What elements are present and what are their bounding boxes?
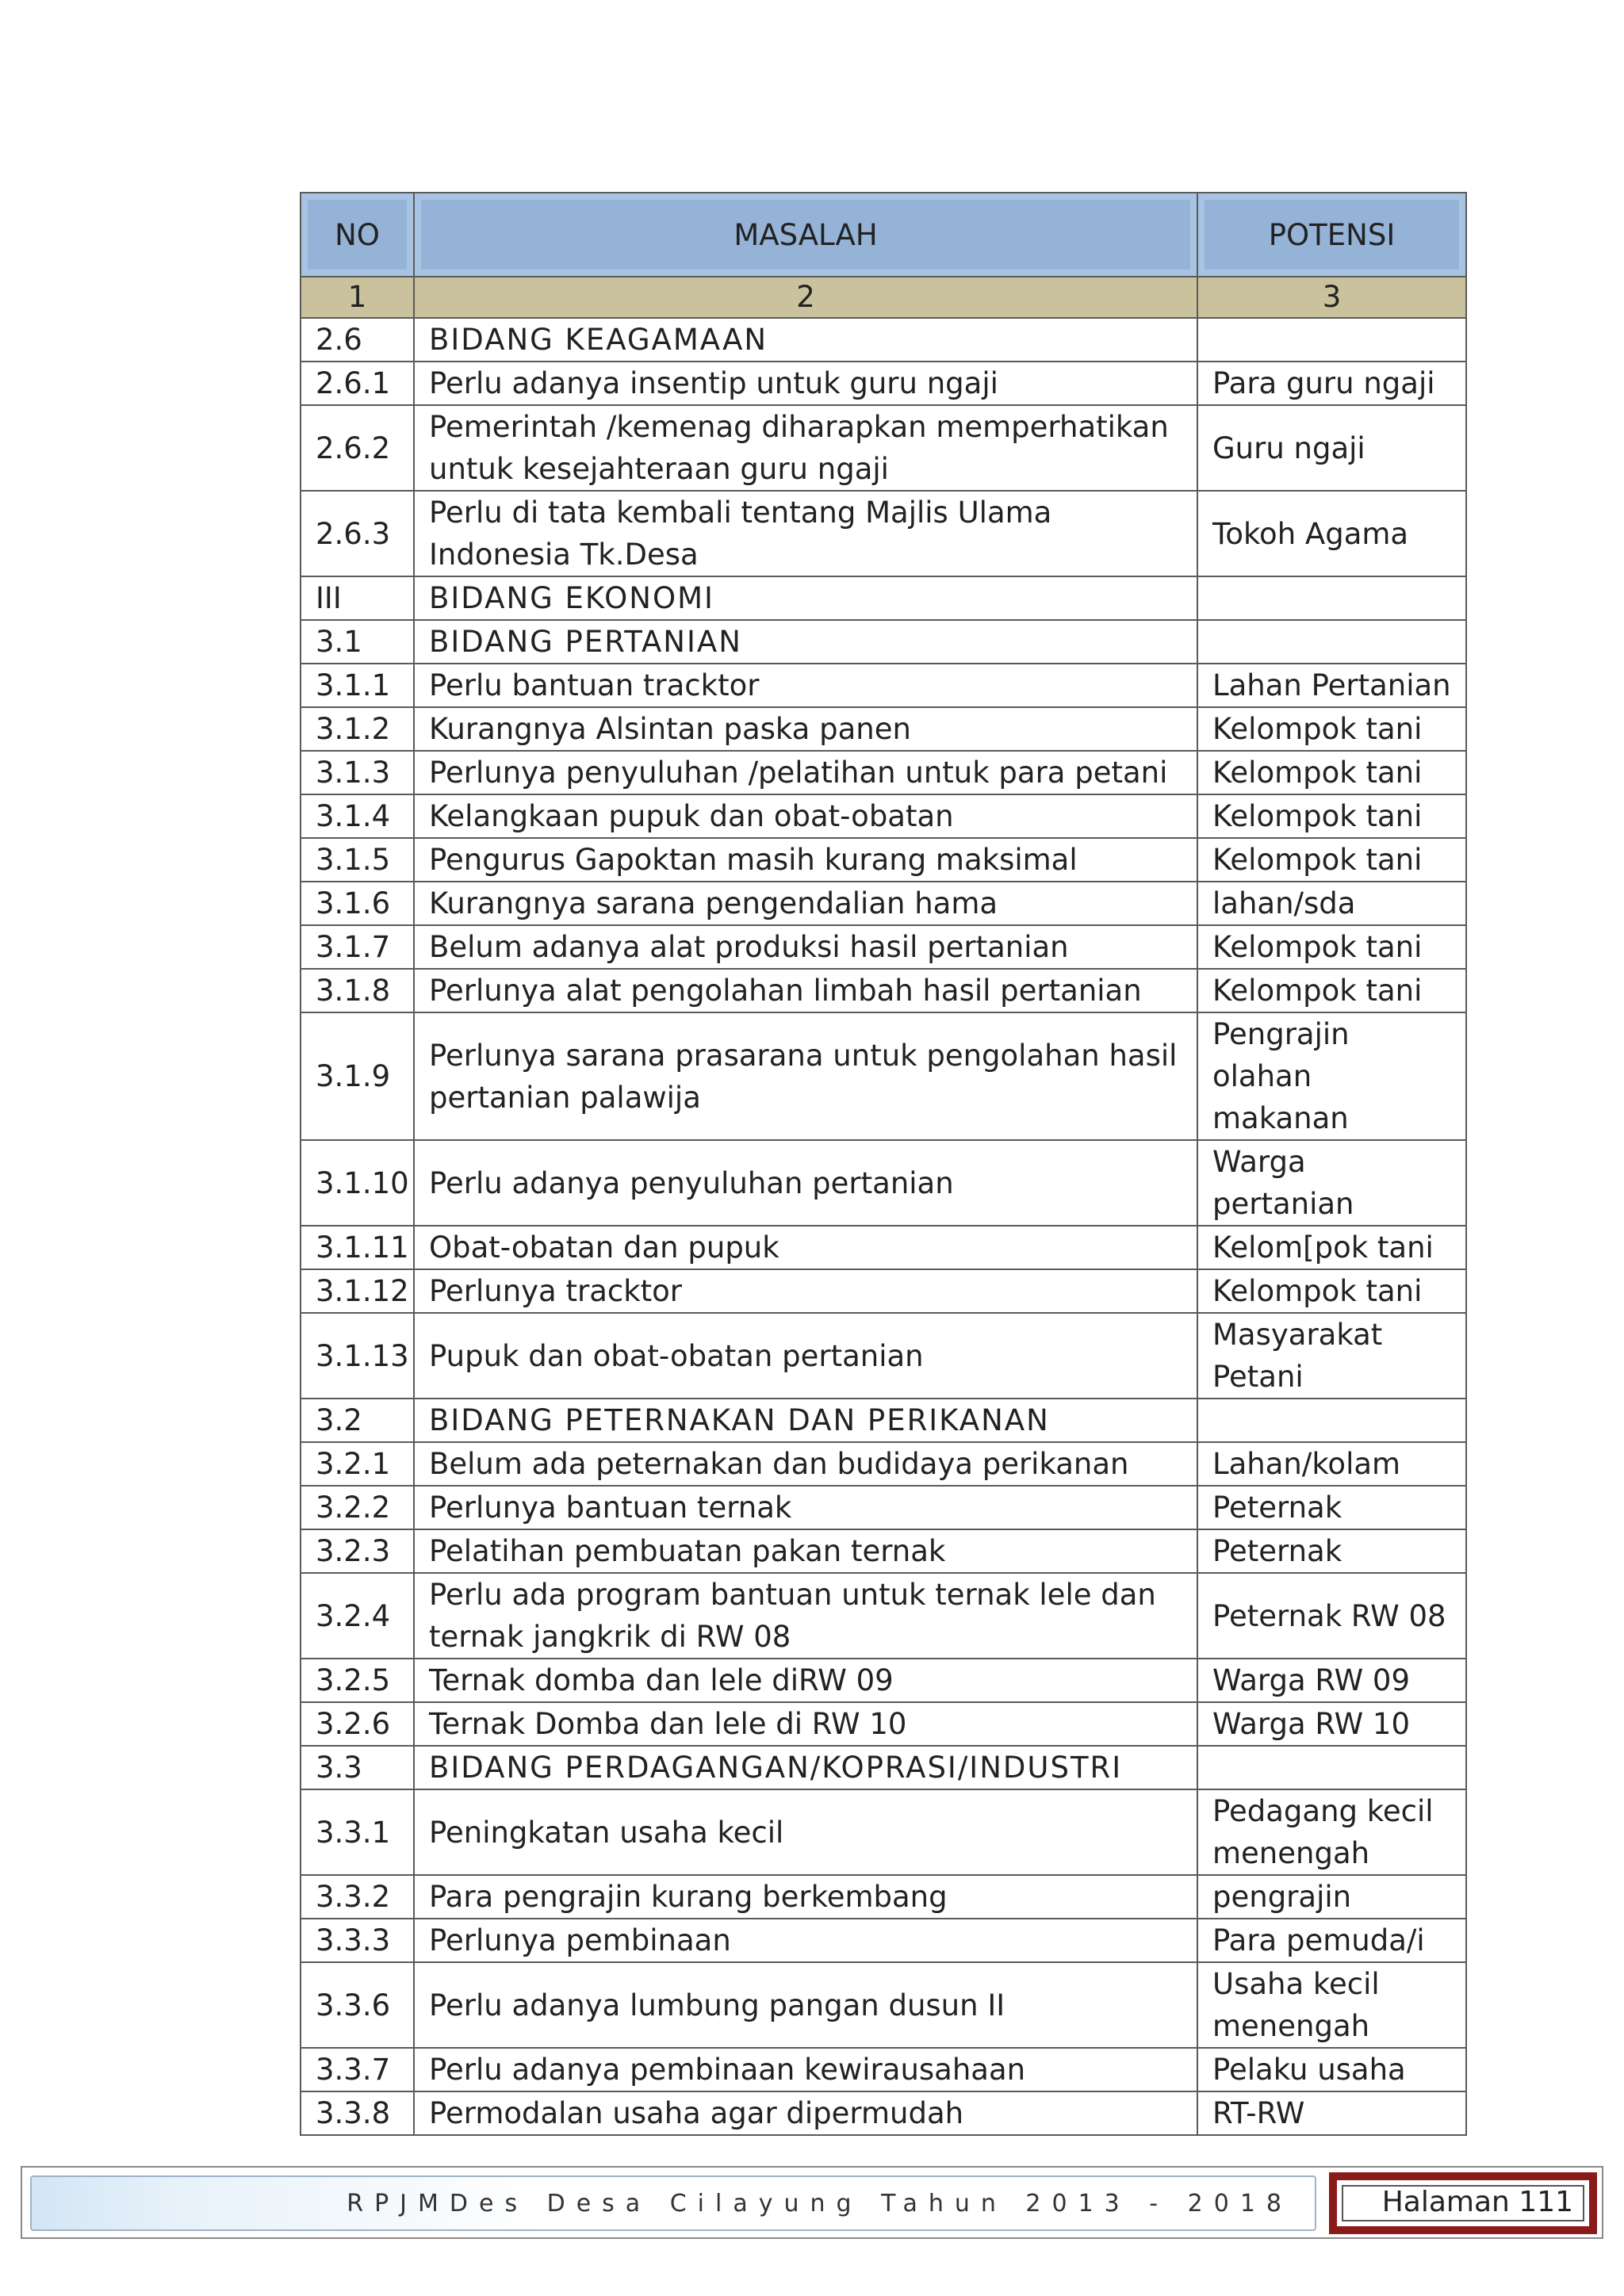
cell-potensi: Peternak xyxy=(1197,1486,1466,1529)
cell-masalah: Perlu adanya pembinaan kewirausahaan xyxy=(414,2048,1197,2091)
cell-potensi: Pengrajin olahan makanan xyxy=(1197,1012,1466,1140)
page-number-box xyxy=(1329,2172,1597,2234)
cell-masalah: Kurangnya Alsintan paska panen xyxy=(414,707,1197,751)
cell-potensi: Kelompok tani xyxy=(1197,1269,1466,1313)
cell-masalah: Para pengrajin kurang berkembang xyxy=(414,1875,1197,1919)
cell-potensi: RT-RW xyxy=(1197,2091,1466,2135)
cell-no: 3.1.11 xyxy=(301,1226,414,1269)
cell-no: 3.1.2 xyxy=(301,707,414,751)
cell-no: 3.3.7 xyxy=(301,2048,414,2091)
cell-no: 3.1.8 xyxy=(301,969,414,1012)
cell-no: 3.1.7 xyxy=(301,925,414,969)
table-row xyxy=(301,1573,1466,1659)
cell-potensi: Kelom[pok tani xyxy=(1197,1226,1466,1269)
cell-potensi: Warga pertanian xyxy=(1197,1140,1466,1226)
table-row xyxy=(301,1702,1466,1746)
cell-masalah: BIDANG EKONOMI xyxy=(414,576,1197,620)
section-row xyxy=(301,1399,1466,1442)
cell-masalah: Perlunya alat pengolahan limbah hasil pertanian xyxy=(414,969,1197,1012)
table-row xyxy=(301,1875,1466,1919)
column-index-row xyxy=(301,277,1466,318)
cell-potensi: Peternak xyxy=(1197,1529,1466,1573)
cell-potensi: Peternak RW 08 xyxy=(1197,1573,1466,1659)
cell-no: III xyxy=(301,576,414,620)
table-row xyxy=(301,925,1466,969)
table-row xyxy=(301,1226,1466,1269)
cell-masalah: Ternak Domba dan lele di RW 10 xyxy=(414,1702,1197,1746)
cell-potensi: Kelompok tani xyxy=(1197,751,1466,794)
index-2: 2 xyxy=(414,277,1197,318)
cell-potensi: pengrajin xyxy=(1197,1875,1466,1919)
cell-no: 3.3.8 xyxy=(301,2091,414,2135)
table-header-row xyxy=(301,193,1466,277)
cell-masalah: Perlu ada program bantuan untuk ternak lele dan ternak jangkrik di RW 08 xyxy=(414,1573,1197,1659)
problem-potential-table xyxy=(300,192,1467,2136)
cell-potensi: Para pemuda/i xyxy=(1197,1919,1466,1962)
section-row xyxy=(301,576,1466,620)
cell-potensi: Para guru ngaji xyxy=(1197,362,1466,405)
section-row xyxy=(301,318,1466,362)
cell-masalah: Perlunya penyuluhan /pelatihan untuk para petani xyxy=(414,751,1197,794)
cell-masalah: BIDANG PETERNAKAN DAN PERIKANAN xyxy=(414,1399,1197,1442)
cell-potensi: Kelompok tani xyxy=(1197,794,1466,838)
cell-masalah: Pengurus Gapoktan masih kurang maksimal xyxy=(414,838,1197,882)
cell-potensi: Pelaku usaha xyxy=(1197,2048,1466,2091)
page-footer xyxy=(21,2166,1603,2239)
cell-masalah: Perlu adanya penyuluhan pertanian xyxy=(414,1140,1197,1226)
cell-potensi xyxy=(1197,318,1466,362)
cell-potensi: Lahan Pertanian xyxy=(1197,664,1466,707)
cell-masalah: Kurangnya sarana pengendalian hama xyxy=(414,882,1197,925)
cell-potensi: Lahan/kolam xyxy=(1197,1442,1466,1486)
cell-potensi: Kelompok tani xyxy=(1197,969,1466,1012)
cell-no: 2.6 xyxy=(301,318,414,362)
cell-no: 3.2 xyxy=(301,1399,414,1442)
table-row xyxy=(301,1269,1466,1313)
cell-no: 3.1.1 xyxy=(301,664,414,707)
cell-no: 3.2.6 xyxy=(301,1702,414,1746)
table-row xyxy=(301,362,1466,405)
table-row xyxy=(301,1442,1466,1486)
cell-no: 3.1.3 xyxy=(301,751,414,794)
cell-potensi xyxy=(1197,576,1466,620)
cell-no: 3.3.2 xyxy=(301,1875,414,1919)
cell-masalah: Perlu di tata kembali tentang Majlis Ulama Indonesia Tk.Desa xyxy=(414,491,1197,576)
section-row xyxy=(301,1746,1466,1789)
cell-masalah: Perlunya pembinaan xyxy=(414,1919,1197,1962)
table-row xyxy=(301,1012,1466,1140)
table-row xyxy=(301,1313,1466,1399)
cell-masalah: Pemerintah /kemenag diharapkan memperhatikan untuk kesejahteraan guru ngaji xyxy=(414,405,1197,491)
header-no: NO xyxy=(301,193,414,277)
cell-masalah: Kelangkaan pupuk dan obat-obatan xyxy=(414,794,1197,838)
footer-title-box xyxy=(30,2175,1316,2231)
cell-potensi xyxy=(1197,1399,1466,1442)
table-row xyxy=(301,1789,1466,1875)
cell-no: 3.1.9 xyxy=(301,1012,414,1140)
section-row xyxy=(301,620,1466,664)
cell-masalah: BIDANG KEAGAMAAN xyxy=(414,318,1197,362)
cell-no: 3.1.13 xyxy=(301,1313,414,1399)
cell-no: 3.3.1 xyxy=(301,1789,414,1875)
cell-no: 3.3.3 xyxy=(301,1919,414,1962)
table-row xyxy=(301,1919,1466,1962)
table-body xyxy=(301,318,1466,2135)
cell-masalah: Pupuk dan obat-obatan pertanian xyxy=(414,1313,1197,1399)
cell-no: 3.2.3 xyxy=(301,1529,414,1573)
cell-potensi: Guru ngaji xyxy=(1197,405,1466,491)
footer-title: RPJMDes Desa Cilayung Tahun 2013 - 2018 xyxy=(347,2190,1293,2218)
cell-masalah: Perlunya tracktor xyxy=(414,1269,1197,1313)
table-row xyxy=(301,1962,1466,2048)
table-row xyxy=(301,1486,1466,1529)
cell-potensi: Kelompok tani xyxy=(1197,838,1466,882)
cell-masalah: Perlunya sarana prasarana untuk pengolahan hasil pertanian palawija xyxy=(414,1012,1197,1140)
cell-potensi: Kelompok tani xyxy=(1197,707,1466,751)
cell-masalah: Perlu adanya lumbung pangan dusun II xyxy=(414,1962,1197,2048)
table-row xyxy=(301,969,1466,1012)
cell-potensi: lahan/sda xyxy=(1197,882,1466,925)
index-1: 1 xyxy=(301,277,414,318)
cell-potensi xyxy=(1197,1746,1466,1789)
cell-masalah: Ternak domba dan lele diRW 09 xyxy=(414,1659,1197,1702)
cell-no: 3.1.12 xyxy=(301,1269,414,1313)
table-row xyxy=(301,1140,1466,1226)
cell-potensi: Kelompok tani xyxy=(1197,925,1466,969)
cell-no: 3.2.1 xyxy=(301,1442,414,1486)
table-row xyxy=(301,2048,1466,2091)
cell-potensi: Usaha kecil menengah xyxy=(1197,1962,1466,2048)
cell-masalah: Obat-obatan dan pupuk xyxy=(414,1226,1197,1269)
cell-no: 3.3 xyxy=(301,1746,414,1789)
header-potensi: POTENSI xyxy=(1197,193,1466,277)
cell-masalah: Perlunya bantuan ternak xyxy=(414,1486,1197,1529)
cell-masalah: Peningkatan usaha kecil xyxy=(414,1789,1197,1875)
cell-no: 3.1.4 xyxy=(301,794,414,838)
cell-no: 3.1.10 xyxy=(301,1140,414,1226)
cell-no: 2.6.3 xyxy=(301,491,414,576)
cell-masalah: Perlu adanya insentip untuk guru ngaji xyxy=(414,362,1197,405)
cell-potensi: Masyarakat Petani xyxy=(1197,1313,1466,1399)
cell-no: 3.3.6 xyxy=(301,1962,414,2048)
table-row xyxy=(301,707,1466,751)
cell-no: 2.6.2 xyxy=(301,405,414,491)
table-row xyxy=(301,1659,1466,1702)
cell-masalah: BIDANG PERDAGANGAN/KOPRASI/INDUSTRI xyxy=(414,1746,1197,1789)
table-row xyxy=(301,882,1466,925)
cell-potensi: Tokoh Agama xyxy=(1197,491,1466,576)
cell-potensi: Pedagang kecil menengah xyxy=(1197,1789,1466,1875)
cell-no: 3.2.5 xyxy=(301,1659,414,1702)
table-row xyxy=(301,491,1466,576)
table-row xyxy=(301,1529,1466,1573)
page-number: Halaman 111 xyxy=(1342,2185,1584,2221)
cell-no: 3.1 xyxy=(301,620,414,664)
index-3: 3 xyxy=(1197,277,1466,318)
cell-potensi xyxy=(1197,620,1466,664)
cell-masalah: Pelatihan pembuatan pakan ternak xyxy=(414,1529,1197,1573)
table-row xyxy=(301,838,1466,882)
cell-no: 3.1.6 xyxy=(301,882,414,925)
cell-masalah: Belum ada peternakan dan budidaya perikanan xyxy=(414,1442,1197,1486)
table-row xyxy=(301,751,1466,794)
cell-no: 3.2.4 xyxy=(301,1573,414,1659)
cell-no: 3.2.2 xyxy=(301,1486,414,1529)
cell-potensi: Warga RW 09 xyxy=(1197,1659,1466,1702)
cell-no: 3.1.5 xyxy=(301,838,414,882)
cell-masalah: Perlu bantuan tracktor xyxy=(414,664,1197,707)
cell-masalah: Belum adanya alat produksi hasil pertanian xyxy=(414,925,1197,969)
table-row xyxy=(301,405,1466,491)
cell-potensi: Warga RW 10 xyxy=(1197,1702,1466,1746)
cell-masalah: BIDANG PERTANIAN xyxy=(414,620,1197,664)
table-row xyxy=(301,2091,1466,2135)
table-row xyxy=(301,664,1466,707)
cell-masalah: Permodalan usaha agar dipermudah xyxy=(414,2091,1197,2135)
header-masalah: MASALAH xyxy=(414,193,1197,277)
table-row xyxy=(301,794,1466,838)
cell-no: 2.6.1 xyxy=(301,362,414,405)
